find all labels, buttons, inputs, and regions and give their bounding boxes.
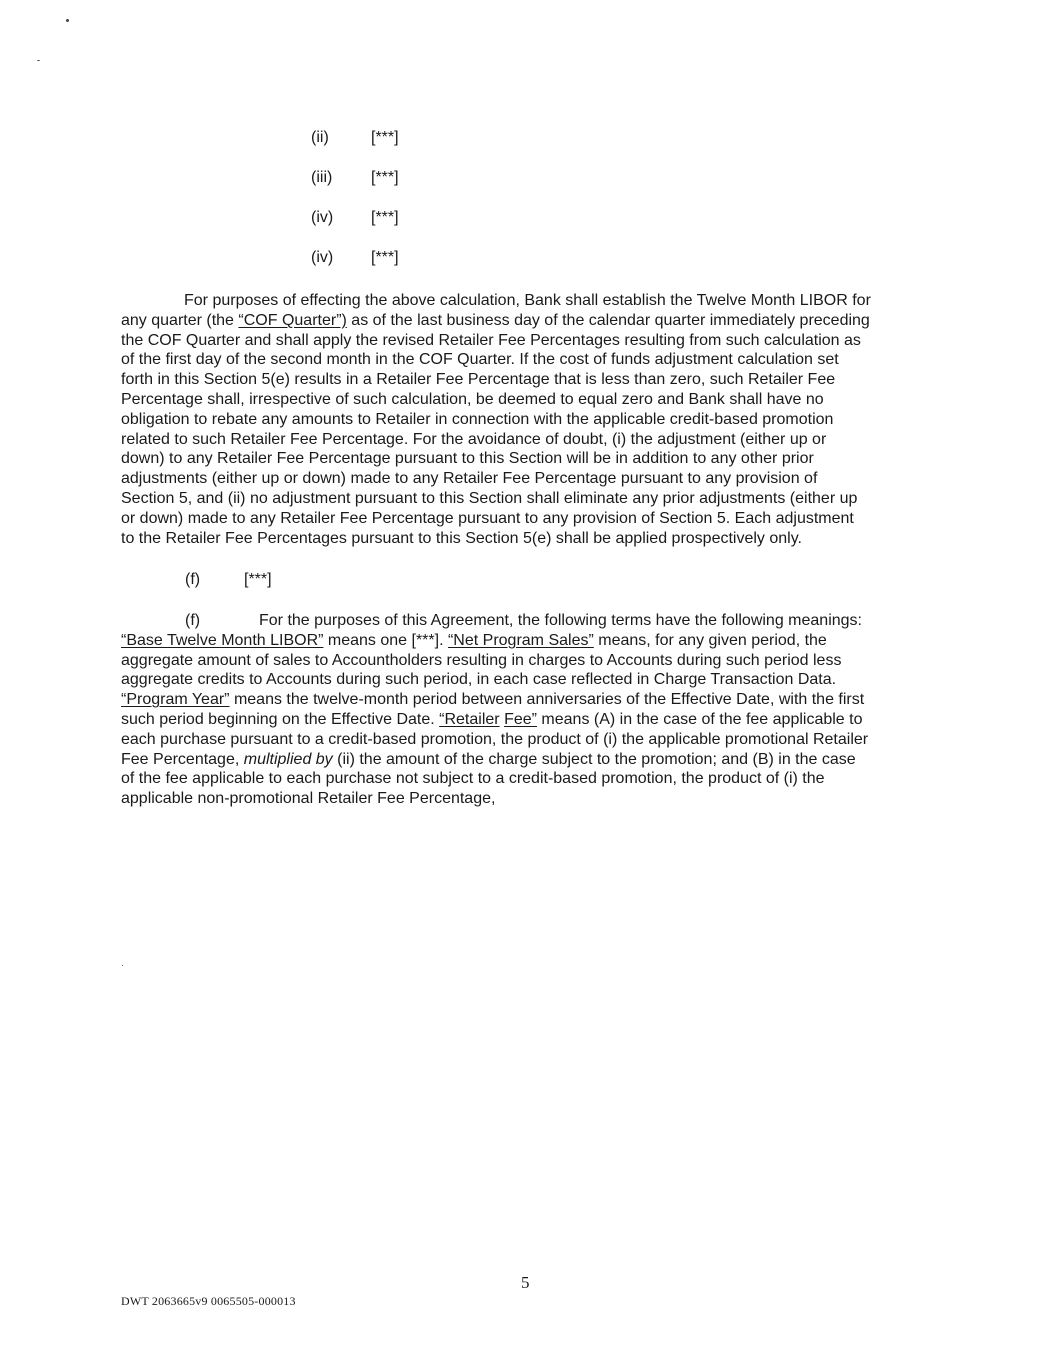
paragraph-line: aggregate amount of sales to Accountholders resulting in charges to Accounts during such period less	[121, 651, 842, 669]
subsection-number: (f)	[185, 612, 201, 629]
subsection-number: (f)	[185, 571, 201, 588]
document-id: DWT 2063665v9 0065505-000013	[121, 1294, 296, 1308]
paragraph-line	[121, 311, 941, 331]
paragraph-line: or down) made to any Retailer Fee Percentage pursuant to any provision of Section 5. Each adjustment	[121, 509, 854, 527]
subsection-number: (iv)	[311, 209, 334, 226]
line-text: means the twelve-month period between anniversaries of the Effective Date, with the first	[229, 691, 865, 709]
redacted-text: [***]	[371, 129, 399, 146]
defined-term: “Net Program Sales”	[447, 631, 594, 649]
paragraph-line: aggregate credits to Accounts during such period, in each case reflected in Charge Transaction Data.	[121, 671, 837, 689]
page-number: 5	[521, 1273, 530, 1292]
paragraph-line	[121, 690, 941, 710]
line-text: (ii) the amount of the charge subject to the promotion; and (B) in the case	[332, 750, 856, 768]
paragraph-line: adjustments (either up or down) made to any Retailer Fee Percentage pursuant to any provision of	[121, 470, 818, 488]
paragraph-line	[121, 710, 941, 730]
paragraph-line: related to such Retailer Fee Percentage. For the avoidance of doubt, (i) the adjustment (either up or	[121, 430, 827, 448]
paragraph-line: Percentage shall, irrespective of such calculation, be deemed to equal zero and Bank shall have no	[121, 390, 824, 408]
subsection-number: (iii)	[311, 169, 333, 186]
line-text: as of the last business day of the calendar quarter immediately preceding	[346, 311, 870, 329]
paragraph-line: Section 5, and (ii) no adjustment pursuant to this Section shall eliminate any prior adjustments (either up	[121, 489, 858, 507]
subsection-number: (iv)	[311, 249, 334, 266]
paragraph-line: the COF Quarter and shall apply the revised Retailer Fee Percentages resulting from such calculation as	[121, 331, 861, 349]
paragraph-line: of the fee applicable to each purchase not subject to a credit-based promotion, the product of (i) the	[121, 770, 825, 788]
redacted-text: [***]	[371, 249, 399, 266]
paragraph-line: to the Retailer Fee Percentages pursuant to this Section 5(e) shall be applied prospectively only.	[121, 529, 802, 547]
paragraph-line	[121, 750, 941, 770]
line-text: such period beginning on the Effective Date.	[121, 710, 440, 728]
paragraph-line: down) to any Retailer Fee Percentage pursuant to this Section will be in addition to any other prior	[121, 450, 814, 468]
paragraph-line	[121, 631, 941, 651]
defined-term: Fee”	[504, 710, 537, 728]
line-text: means, for any given period, the	[593, 631, 827, 649]
defined-term: “Base Twelve Month LIBOR”	[121, 631, 324, 649]
line-text: means (A) in the case of the fee applicable to	[536, 710, 863, 728]
defined-term: “COF Quarter”)	[238, 311, 347, 329]
scan-speck	[37, 60, 40, 61]
line-text: For the purposes of this Agreement, the following terms have the following meanings:	[259, 612, 862, 629]
paragraph-line: For purposes of effecting the above calculation, Bank shall establish the Twelve Month LIBOR for	[184, 292, 871, 309]
redacted-text: [***]	[371, 209, 399, 226]
subsection-number: (ii)	[311, 129, 329, 146]
scan-speck	[66, 19, 69, 22]
definitions-paragraph	[121, 611, 941, 809]
defined-term: “Program Year”	[121, 691, 230, 709]
paragraph-line: applicable non-promotional Retailer Fee Percentage,	[121, 790, 496, 808]
defined-term: “Retailer	[439, 710, 500, 728]
italic-term: multiplied by	[243, 750, 333, 768]
paragraph-line: forth in this Section 5(e) results in a Retailer Fee Percentage that is less than zero, such Retailer Fee	[121, 371, 836, 389]
line-text: Fee Percentage,	[121, 750, 244, 768]
paragraph-line: of the first day of the second month in the COF Quarter. If the cost of funds adjustment calculation set	[121, 351, 839, 369]
paragraph-line: obligation to rebate any amounts to Retailer in connection with the applicable credit-based promotion	[121, 410, 834, 428]
redacted-text: [***]	[244, 571, 272, 588]
paragraph-line: each purchase pursuant to a credit-based promotion, the product of (i) the applicable promotional Retailer	[121, 730, 869, 748]
cof-calculation-paragraph	[121, 291, 941, 548]
line-text: means one [***].	[323, 631, 448, 649]
redacted-text: [***]	[371, 169, 399, 186]
line-text: any quarter (the	[121, 311, 239, 329]
scan-speck	[122, 965, 123, 966]
paragraph-line	[121, 611, 941, 631]
